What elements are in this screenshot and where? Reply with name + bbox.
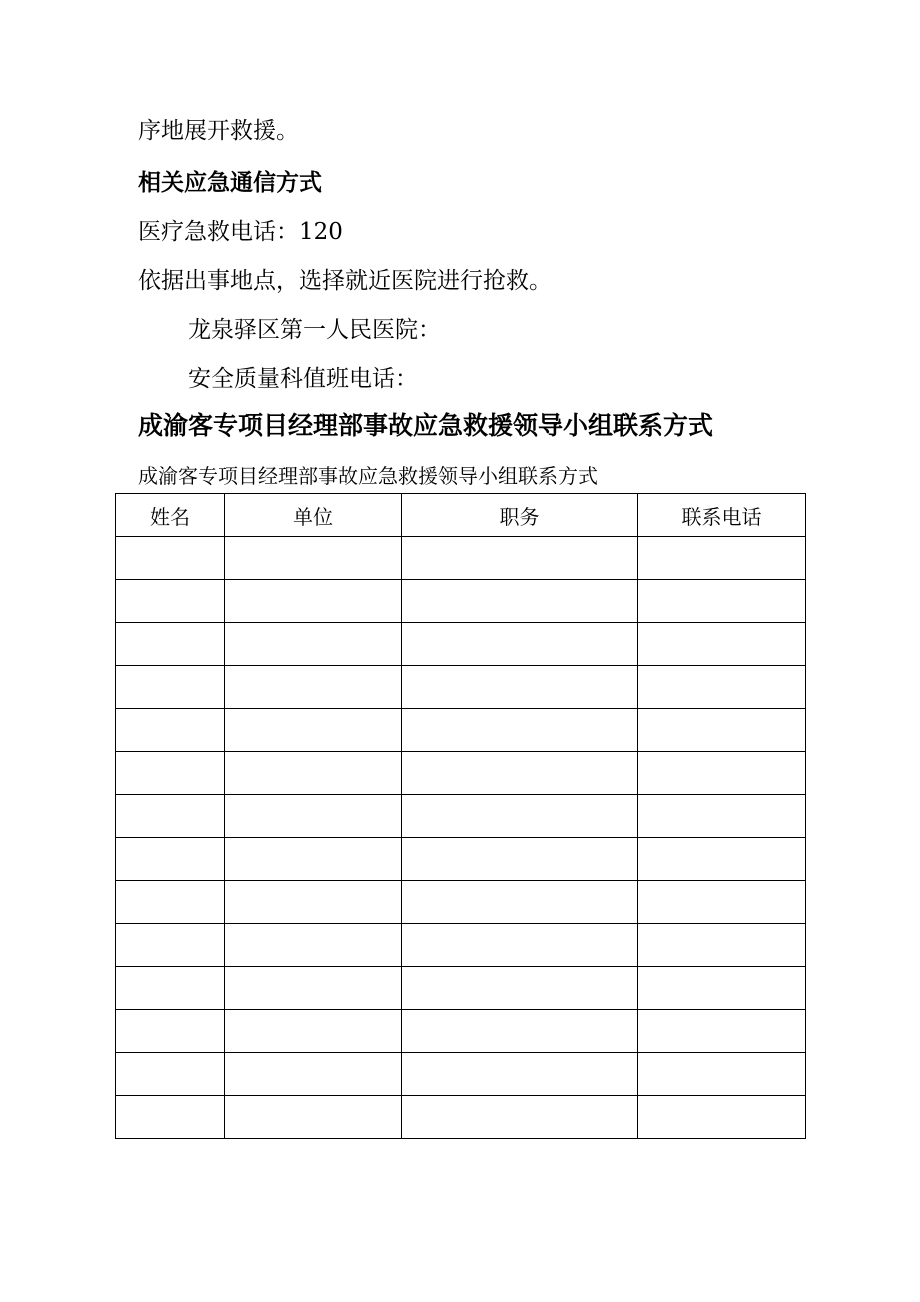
header-position: 职务 [402,494,638,537]
cell-unit [225,537,402,580]
cell-position [402,623,638,666]
contact-table [115,493,806,1139]
cell-position [402,924,638,967]
cell-position [402,1010,638,1053]
cell-position [402,537,638,580]
cell-phone [638,1053,806,1096]
cell-position [402,666,638,709]
header-phone: 联系电话 [638,494,806,537]
table-caption: 成渝客专项目经理部事故应急救援领导小组联系方式 [138,464,598,488]
cell-name [116,924,225,967]
hospital-instruction-line: 依据出事地点，选择就近医院进行抢救。 [138,268,552,294]
cell-phone [638,924,806,967]
cell-unit [225,709,402,752]
cell-position [402,752,638,795]
cell-position [402,838,638,881]
cell-phone [638,967,806,1010]
cell-name [116,537,225,580]
cell-unit [225,1053,402,1096]
cell-phone [638,1010,806,1053]
cell-position [402,709,638,752]
table-row [116,623,806,666]
table-row [116,580,806,623]
cell-phone [638,838,806,881]
header-unit: 单位 [225,494,402,537]
cell-name [116,666,225,709]
section-heading-leadership: 成渝客专项目经理部事故应急救援领导小组联系方式 [138,411,714,440]
cell-phone [638,709,806,752]
cell-phone [638,795,806,838]
cell-unit [225,580,402,623]
emergency-phone-line: 医疗急救电话：120 [138,219,343,245]
table-row [116,752,806,795]
table-row [116,1053,806,1096]
cell-unit [225,1010,402,1053]
cell-position [402,795,638,838]
duty-phone-line: 安全质量科值班电话： [188,366,418,392]
cell-unit [225,623,402,666]
cell-unit [225,967,402,1010]
cell-phone [638,580,806,623]
cell-name [116,881,225,924]
cell-phone [638,1096,806,1139]
cell-phone [638,666,806,709]
cell-name [116,752,225,795]
header-name: 姓名 [116,494,225,537]
cell-position [402,967,638,1010]
cell-name [116,795,225,838]
table-row [116,838,806,881]
cell-unit [225,752,402,795]
cell-unit [225,795,402,838]
cell-phone [638,537,806,580]
table-header-row [116,494,806,537]
cell-unit [225,666,402,709]
section-heading-communication: 相关应急通信方式 [138,170,322,196]
table-row [116,881,806,924]
cell-name [116,1010,225,1053]
cell-unit [225,924,402,967]
cell-name [116,838,225,881]
cell-phone [638,752,806,795]
table-row [116,795,806,838]
hospital-name-line: 龙泉驿区第一人民医院： [188,317,441,343]
table-row [116,666,806,709]
cell-name [116,1053,225,1096]
table-row [116,1096,806,1139]
cell-phone [638,881,806,924]
cell-name [116,709,225,752]
cell-name [116,1096,225,1139]
cell-position [402,1053,638,1096]
cell-name [116,967,225,1010]
table-body [116,537,806,1139]
table-row [116,924,806,967]
cell-unit [225,1096,402,1139]
paragraph-continuation: 序地展开救援。 [138,118,299,144]
cell-position [402,1096,638,1139]
cell-phone [638,623,806,666]
cell-name [116,623,225,666]
cell-position [402,580,638,623]
cell-unit [225,881,402,924]
table-row [116,537,806,580]
cell-name [116,580,225,623]
cell-position [402,881,638,924]
table-row [116,709,806,752]
cell-unit [225,838,402,881]
table-row [116,1010,806,1053]
table-row [116,967,806,1010]
